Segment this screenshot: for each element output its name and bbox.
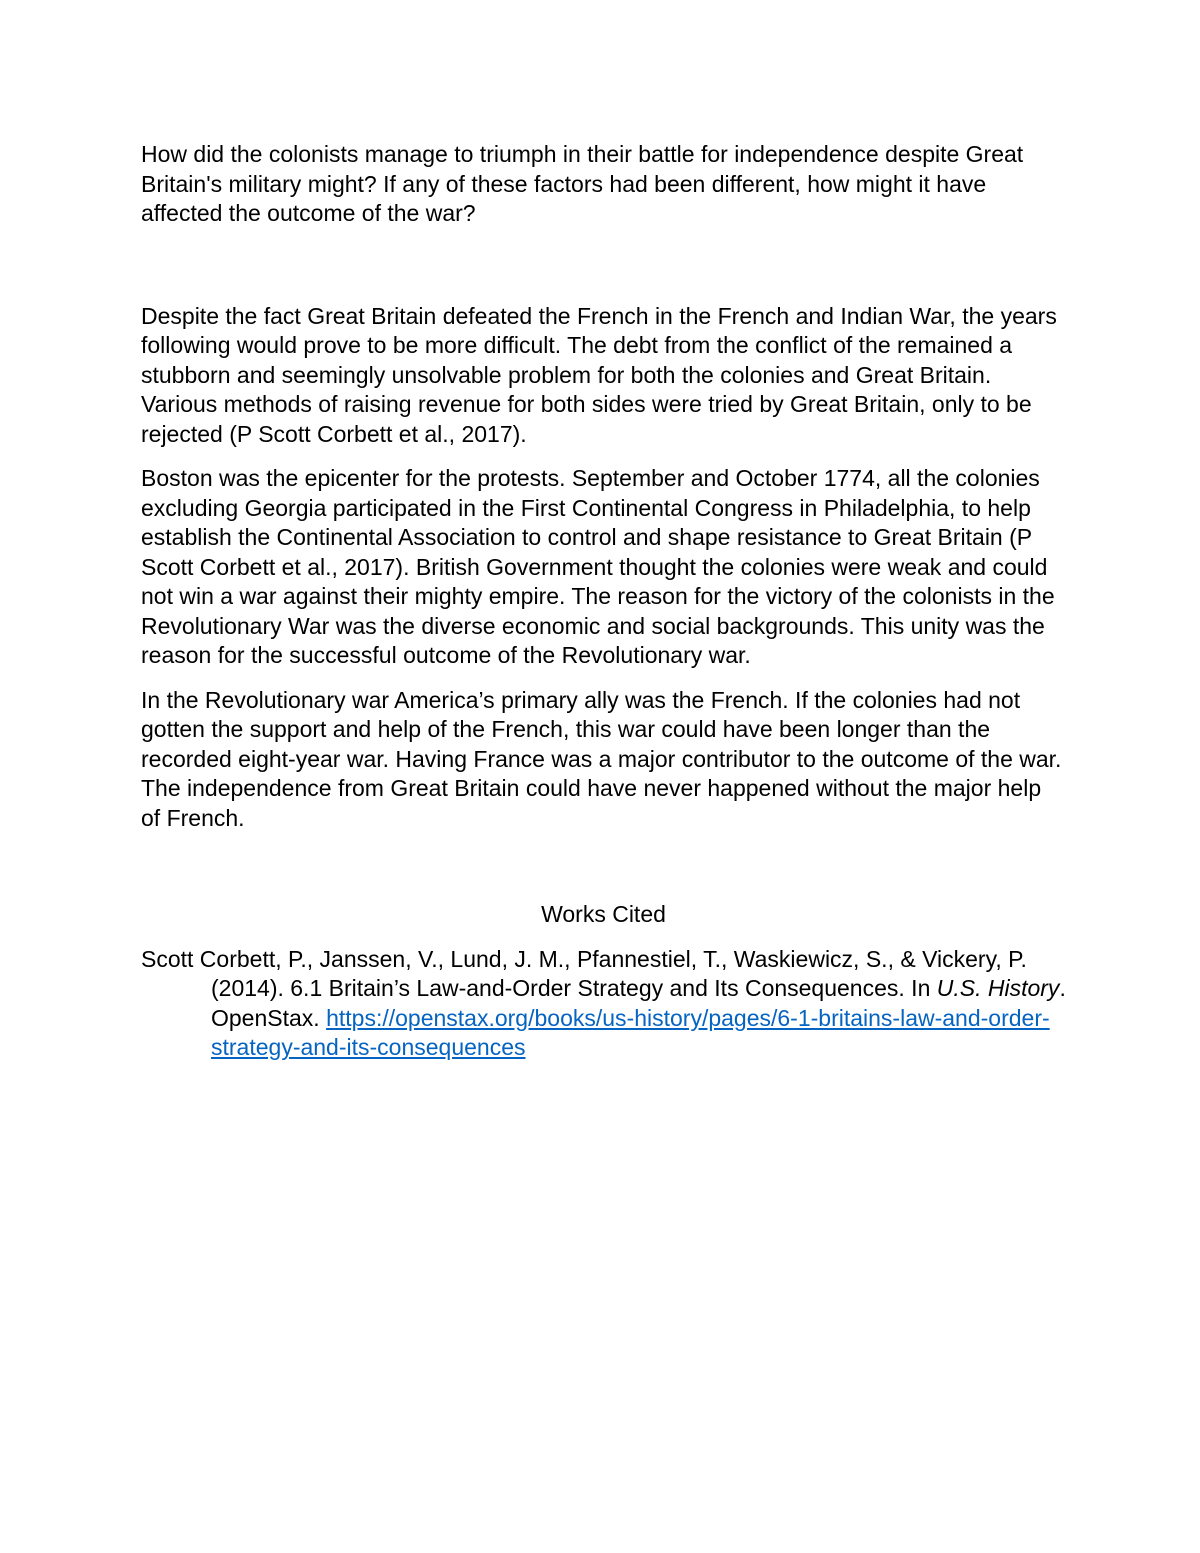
citation-url-link[interactable]: https://openstax.org/books/us-history/pages/6-1-britains-law-and-order-strategy-and-its-consequences <box>211 1004 1050 1060</box>
document-body <box>141 140 1066 1063</box>
essay-question: How did the colonists manage to triumph in their battle for independence despite Great Britain's military might? If any of these factors had been different, how might it have affected the outcome of the war? <box>141 141 1024 226</box>
works-cited-heading: Works Cited <box>541 901 666 927</box>
body-paragraph-3: In the Revolutionary war America’s primary ally was the French. If the colonies had not gotten the support and help of the French, this war could have been longer than the recorded eight-year war. Having France was a major contributor to the outcome of the war. The independence from Great Britain could have never happened without the major help of French. <box>141 686 1062 831</box>
citation-book-title: U.S. History <box>936 975 1060 1001</box>
body-paragraph-2: Boston was the epicenter for the protests. September and October 1774, all the colonies excluding Georgia participated in the First Continental Congress in Philadelphia, to help establish the Continental Association to control and shape resistance to Great Britain (P Scott Corbett et al., 2017). British Government thought the colonies were weak and could not win a war against their mighty empire. The reason for the victory of the colonists in the Revolutionary War was the diverse economic and social backgrounds. This unity was the reason for the successful outcome of the Revolutionary war. <box>141 465 1055 668</box>
citation-publisher: . OpenStax. <box>211 975 1066 1031</box>
body-paragraph-1: Despite the fact Great Britain defeated the French in the French and Indian War, the years following would prove to be more difficult. The debt from the conflict of the remained a stubborn and seemingly unsolvable problem for both the colonies and Great Britain. Various methods of raising revenue for both sides were tried by Great Britain, only to be rejected (P Scott Corbett et al., 2017). <box>141 302 1057 447</box>
citation-entry <box>141 945 1066 1063</box>
citation-authors: Scott Corbett, P., Janssen, V., Lund, J. M., Pfannestiel, T., Waskiewicz, S., & Vickery, P. (2014). 6.1 Britain’s Law-and-Order Strategy and Its Consequences. In <box>141 945 1027 1001</box>
